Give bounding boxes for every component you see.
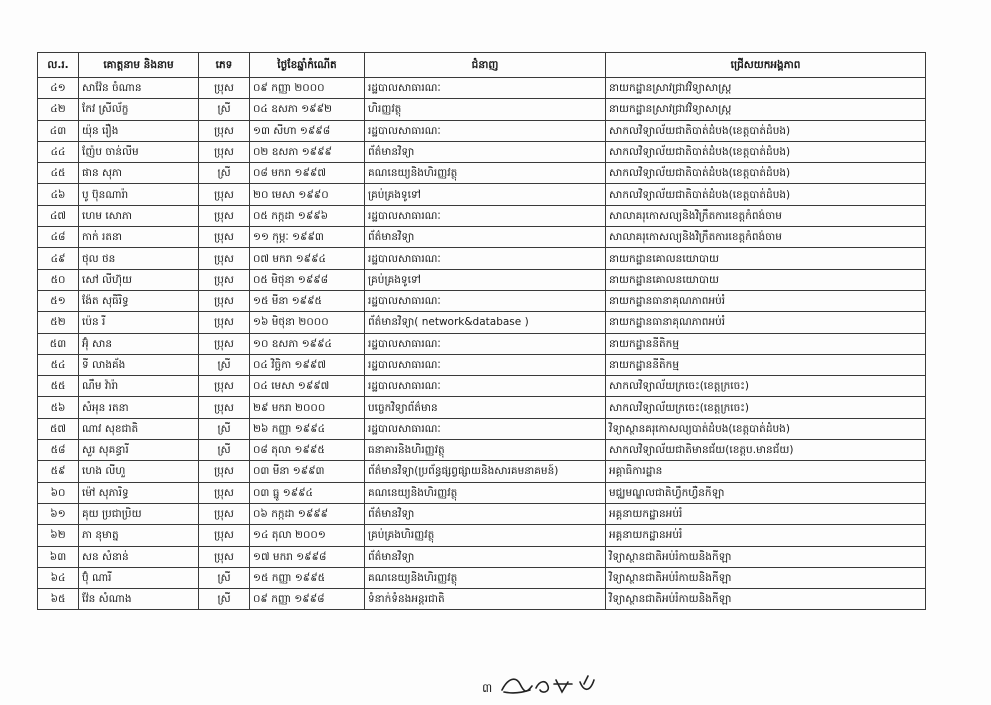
cell-name: អ៊ុំ សាន: [79, 333, 199, 354]
cell-unit: សាកលវិទ្យាល័យជាតិបាត់ដំបង(ខេត្តបាត់ដំបង): [606, 141, 926, 162]
cell-name: ទី លាងគ័ង: [79, 354, 199, 375]
cell-no: ៦៥: [38, 589, 79, 610]
cell-name: បូ ប៊ុនណារ៉ា: [79, 184, 199, 205]
cell-name: កាក់ រតនា: [79, 227, 199, 248]
table-row: [38, 78, 926, 99]
page-number-and-signature: [480, 672, 610, 700]
table-row: [38, 333, 926, 354]
header-skill: ជំនាញ: [365, 53, 606, 78]
cell-dob: ១៣ សីហា ១៩៩៨: [250, 120, 365, 141]
cell-dob: ០២ ឧសភា ១៩៩៩: [250, 141, 365, 162]
cell-no: ៤២: [38, 99, 79, 120]
cell-no: ៦០: [38, 482, 79, 503]
cell-name: ហេង លីហួ: [79, 461, 199, 482]
table-row: [38, 376, 926, 397]
cell-dob: ២០ មេសា ១៩៩០: [250, 184, 365, 205]
cell-sex: ប្រុស: [199, 503, 250, 524]
cell-skill: គ្រប់គ្រងទូទៅ: [365, 184, 606, 205]
cell-sex: ប្រុស: [199, 227, 250, 248]
signature-icon: [502, 676, 594, 693]
cell-sex: ប្រុស: [199, 312, 250, 333]
cell-no: ៥០: [38, 269, 79, 290]
table-row: [38, 312, 926, 333]
cell-no: ៤៧: [38, 205, 79, 226]
cell-no: ៦១: [38, 503, 79, 524]
header-dob: ថ្ងៃខែឆ្នាំកំណើត: [250, 53, 365, 78]
table-row: [38, 184, 926, 205]
cell-dob: ០៤ វិច្ឆិកា ១៩៩៧: [250, 354, 365, 375]
cell-dob: ១០ ឧសភា ១៩៩៤: [250, 333, 365, 354]
cell-name: ណឹម វ៉ារ៉ា: [79, 376, 199, 397]
cell-sex: ស្រី: [199, 567, 250, 588]
cell-dob: ១៦ មិថុនា ២០០០: [250, 312, 365, 333]
cell-sex: ប្រុស: [199, 290, 250, 311]
table-row: [38, 589, 926, 610]
cell-unit: សាកលវិទ្យាល័យជាតិបាត់ដំបង(ខេត្តបាត់ដំបង): [606, 184, 926, 205]
header-sex: ភេទ: [199, 53, 250, 78]
cell-skill: ព័ត៌មានវិទ្យា: [365, 503, 606, 524]
cell-skill: ធនាគារនិងហិរញ្ញវត្ថុ: [365, 440, 606, 461]
cell-skill: រដ្ឋបាលសាធារណៈ: [365, 290, 606, 311]
cell-unit: សាលាគរុកោសល្យនិងវិក្រឹតការខេត្តកំពង់ចាម: [606, 227, 926, 248]
header-no: ល.រ.: [38, 53, 79, 78]
cell-name: វ៉ែន សំណាង: [79, 589, 199, 610]
table-row: [38, 248, 926, 269]
cell-dob: ១៤ តុលា ២០០១: [250, 525, 365, 546]
cell-skill: រដ្ឋបាលសាធារណៈ: [365, 418, 606, 439]
cell-no: ៥៧: [38, 418, 79, 439]
cell-unit: វិទ្យាស្ថានជាតិអប់រំកាយនិងកីឡា: [606, 589, 926, 610]
cell-no: ៥១: [38, 290, 79, 311]
table-row: [38, 418, 926, 439]
table-row: [38, 99, 926, 120]
table-row: [38, 141, 926, 162]
cell-skill: ព័ត៌មានវិទ្យា(ប្រព័ន្ធផ្សព្វផ្សាយនិងសារគមនាគមន៍): [365, 461, 606, 482]
cell-skill: គ្រប់គ្រងទូទៅ: [365, 269, 606, 290]
cell-no: ៥៨: [38, 440, 79, 461]
cell-dob: ០៤ មេសា ១៩៩៧: [250, 376, 365, 397]
cell-name: ម៉ៅ សុភារិទ្ធ: [79, 482, 199, 503]
cell-no: ៦៤: [38, 567, 79, 588]
cell-skill: ព័ត៌មានវិទ្យា: [365, 141, 606, 162]
cell-no: ៥៩: [38, 461, 79, 482]
cell-unit: នាយកដ្ឋានគោលនយោបាយ: [606, 248, 926, 269]
cell-skill: រដ្ឋបាលសាធារណៈ: [365, 354, 606, 375]
table-row: [38, 227, 926, 248]
cell-dob: ១៥ កញ្ញា ១៩៩៥: [250, 567, 365, 588]
cell-name: គុយ ប្រជាប្រិយ: [79, 503, 199, 524]
table-row: [38, 290, 926, 311]
cell-sex: ប្រុស: [199, 184, 250, 205]
cell-skill: ព័ត៌មានវិទ្យា: [365, 546, 606, 567]
cell-unit: នាយកដ្ឋាននីតិកម្ម: [606, 333, 926, 354]
cell-dob: ០៩ កញ្ញា ១៩៩៨: [250, 589, 365, 610]
cell-name: យ៉ុន រឿង: [79, 120, 199, 141]
cell-name: ភា នុមាត្ន: [79, 525, 199, 546]
cell-unit: នាយកដ្ឋានធានាគុណភាពអប់រំ: [606, 312, 926, 333]
cell-skill: រដ្ឋបាលសាធារណៈ: [365, 205, 606, 226]
cell-no: ៤៥: [38, 163, 79, 184]
cell-dob: ២៦ កញ្ញា ១៩៩៤: [250, 418, 365, 439]
cell-skill: ព័ត៌មានវិទ្យា( network&database ): [365, 312, 606, 333]
cell-sex: ស្រី: [199, 440, 250, 461]
cell-dob: ០៨ មករា ១៩៩៧: [250, 163, 365, 184]
candidate-table: [37, 52, 926, 610]
cell-no: ៤៣: [38, 120, 79, 141]
cell-unit: នាយកដ្ឋានគោលនយោបាយ: [606, 269, 926, 290]
cell-unit: នាយកដ្ឋានស្រាវជ្រាវវិទ្យាសាស្ត្រ: [606, 78, 926, 99]
cell-no: ៤៩: [38, 248, 79, 269]
cell-sex: ប្រុស: [199, 78, 250, 99]
cell-sex: ប្រុស: [199, 120, 250, 141]
cell-name: សន សំនាន់: [79, 546, 199, 567]
page-number: ៣: [482, 681, 493, 695]
cell-dob: ០៦ កក្កដា ១៩៩៩: [250, 503, 365, 524]
table-row: [38, 461, 926, 482]
table-body: [38, 78, 926, 610]
cell-dob: ០៣ ធ្នូ ១៩៩៤: [250, 482, 365, 503]
cell-skill: គណនេយ្យនិងហិរញ្ញវត្ថុ: [365, 482, 606, 503]
cell-dob: ០៧ មករា ១៩៩៤: [250, 248, 365, 269]
cell-unit: នាយកដ្ឋានស្រាវជ្រាវវិទ្យាសាស្ត្រ: [606, 99, 926, 120]
cell-dob: ០៣ មីនា ១៩៩៣: [250, 461, 365, 482]
cell-name: ផាន សុភា: [79, 163, 199, 184]
cell-unit: សាលាគរុកោសល្យនិងវិក្រឹតការខេត្តកំពង់ចាម: [606, 205, 926, 226]
cell-unit: វិទ្យាស្ថានគរុកោសល្យបាត់ដំបង(ខេត្តបាត់ដំបង): [606, 418, 926, 439]
cell-sex: ប្រុស: [199, 376, 250, 397]
table-row: [38, 567, 926, 588]
cell-dob: ០៥ មិថុនា ១៩៩៨: [250, 269, 365, 290]
table-row: [38, 354, 926, 375]
cell-no: ៤៤: [38, 141, 79, 162]
cell-skill: រដ្ឋបាលសាធារណៈ: [365, 333, 606, 354]
cell-no: ៤៨: [38, 227, 79, 248]
cell-skill: ហិរញ្ញវត្ថុ: [365, 99, 606, 120]
cell-dob: ១១ កុម្ភៈ ១៩៩៣: [250, 227, 365, 248]
cell-name: ញ៉ែប ចាន់លីម: [79, 141, 199, 162]
cell-sex: ប្រុស: [199, 269, 250, 290]
cell-skill: បច្ចេកវិទ្យាព័ត៌មាន: [365, 397, 606, 418]
header-unit: ជ្រើសយកអង្គភាព: [606, 53, 926, 78]
cell-dob: ០៥ កក្កដា ១៩៩៦: [250, 205, 365, 226]
cell-name: សាវ៉ែន ចំណាន: [79, 78, 199, 99]
cell-name: សៅ លីហ៊ុយ: [79, 269, 199, 290]
cell-dob: ២៩ មករា ២០០០: [250, 397, 365, 418]
table-header-row: [38, 53, 926, 78]
cell-sex: ប្រុស: [199, 461, 250, 482]
cell-sex: ប្រុស: [199, 482, 250, 503]
cell-name: សំអុន រតនា: [79, 397, 199, 418]
cell-dob: ១៧ មករា ១៩៩៨: [250, 546, 365, 567]
table-row: [38, 397, 926, 418]
cell-sex: ស្រី: [199, 418, 250, 439]
cell-dob: ០៨ តុលា ១៩៩៥: [250, 440, 365, 461]
cell-skill: រដ្ឋបាលសាធារណៈ: [365, 376, 606, 397]
table-row: [38, 503, 926, 524]
cell-unit: វិទ្យាស្ថានជាតិអប់រំកាយនិងកីឡា: [606, 546, 926, 567]
cell-unit: អគ្គនាយកដ្ឋានអប់រំ: [606, 503, 926, 524]
cell-name: ហេម សោភា: [79, 205, 199, 226]
cell-name: ប៊ុំ ណារី: [79, 567, 199, 588]
cell-unit: អគ្គនាយកដ្ឋានអប់រំ: [606, 525, 926, 546]
cell-sex: ស្រី: [199, 354, 250, 375]
cell-unit: អគ្គាធិការដ្ឋាន: [606, 461, 926, 482]
cell-name: កែវ ស្រីល័ក្ខ: [79, 99, 199, 120]
cell-unit: សាកលវិទ្យាល័យក្រចេះ(ខេត្តក្រចេះ): [606, 397, 926, 418]
cell-unit: នាយកដ្ឋានធានាគុណភាពអប់រំ: [606, 290, 926, 311]
cell-skill: ព័ត៌មានវិទ្យា: [365, 227, 606, 248]
cell-sex: ប្រុស: [199, 248, 250, 269]
cell-skill: គណនេយ្យនិងហិរញ្ញវត្ថុ: [365, 567, 606, 588]
cell-dob: ០៩ កញ្ញា ២០០០: [250, 78, 365, 99]
table-row: [38, 525, 926, 546]
table-row: [38, 440, 926, 461]
cell-skill: ទំនាក់ទំនងអន្តរជាតិ: [365, 589, 606, 610]
cell-name: ថុល ថន: [79, 248, 199, 269]
cell-skill: រដ្ឋបាលសាធារណៈ: [365, 120, 606, 141]
cell-unit: វិទ្យាស្ថានជាតិអប់រំកាយនិងកីឡា: [606, 567, 926, 588]
cell-dob: ១៥ មីនា ១៩៩៥: [250, 290, 365, 311]
cell-no: ៥៥: [38, 376, 79, 397]
cell-no: ៥៤: [38, 354, 79, 375]
cell-skill: គ្រប់គ្រងហិរញ្ញវត្ថុ: [365, 525, 606, 546]
cell-dob: ០៤ ឧសភា ១៩៩២: [250, 99, 365, 120]
cell-unit: សាកលវិទ្យាល័យជាតិបាត់ដំបង(ខេត្តបាត់ដំបង): [606, 120, 926, 141]
cell-no: ៥៣: [38, 333, 79, 354]
cell-sex: ប្រុស: [199, 525, 250, 546]
cell-sex: ស្រី: [199, 163, 250, 184]
cell-no: ៤៦: [38, 184, 79, 205]
cell-sex: ប្រុស: [199, 141, 250, 162]
cell-no: ៦២: [38, 525, 79, 546]
cell-sex: ស្រី: [199, 99, 250, 120]
cell-skill: រដ្ឋបាលសាធារណៈ: [365, 248, 606, 269]
cell-name: ប៉េន រី: [79, 312, 199, 333]
cell-unit: សាកលវិទ្យាល័យជាតិមានជ័យ(ខេត្តប.មានជ័យ): [606, 440, 926, 461]
table-row: [38, 482, 926, 503]
cell-no: ៤១: [38, 78, 79, 99]
cell-sex: ប្រុស: [199, 397, 250, 418]
cell-name: ណាវ សុខជាតិ: [79, 418, 199, 439]
cell-sex: ប្រុស: [199, 333, 250, 354]
cell-skill: រដ្ឋបាលសាធារណៈ: [365, 78, 606, 99]
cell-no: ៦៣: [38, 546, 79, 567]
cell-unit: នាយកដ្ឋាននីតិកម្ម: [606, 354, 926, 375]
cell-no: ៥៦: [38, 397, 79, 418]
cell-no: ៥២: [38, 312, 79, 333]
table-row: [38, 205, 926, 226]
cell-unit: មជ្ឈមណ្ឌលជាតិហ្វឹកហ្វឺនកីឡា: [606, 482, 926, 503]
cell-sex: ស្រី: [199, 589, 250, 610]
cell-unit: សាកលវិទ្យាល័យជាតិបាត់ដំបង(ខេត្តបាត់ដំបង): [606, 163, 926, 184]
cell-unit: សាកលវិទ្យាល័យក្រចេះ(ខេត្តក្រចេះ): [606, 376, 926, 397]
header-name: គោត្តនាម និងនាម: [79, 53, 199, 78]
cell-sex: ប្រុស: [199, 546, 250, 567]
table-row: [38, 546, 926, 567]
cell-name: ង៉ែត សុធីរិទ្ធ: [79, 290, 199, 311]
cell-skill: គណនេយ្យនិងហិរញ្ញវត្ថុ: [365, 163, 606, 184]
table-row: [38, 163, 926, 184]
cell-name: សួរ សុគន្ធារី: [79, 440, 199, 461]
table-row: [38, 120, 926, 141]
table-row: [38, 269, 926, 290]
cell-sex: ប្រុស: [199, 205, 250, 226]
